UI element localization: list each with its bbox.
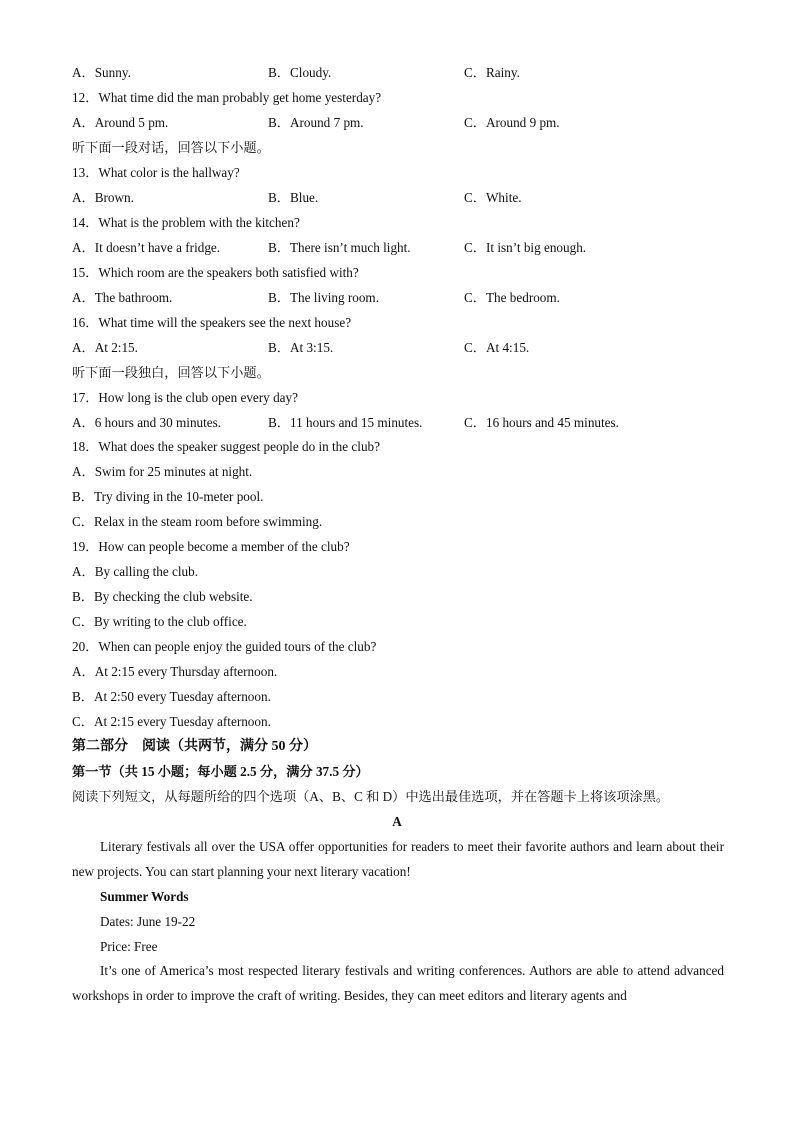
q20-option-b[interactable]: B．At 2:50 every Tuesday afternoon. — [72, 689, 271, 704]
passage-label: A — [392, 814, 402, 829]
q19-option-c[interactable]: C．By writing to the club office. — [72, 614, 247, 629]
dialogue-instruction: 听下面一段对话，回答以下小题。 — [72, 140, 270, 155]
q14-option-a[interactable]: A．It doesn’t have a fridge. — [72, 240, 221, 255]
q16-stem: 16．What time will the speakers see the next house? — [72, 315, 352, 330]
q15-option-b[interactable]: B．The living room. — [268, 290, 379, 305]
q17-option-c[interactable]: C．16 hours and 45 minutes. — [464, 415, 619, 430]
q17-option-a[interactable]: A．6 hours and 30 minutes. — [72, 415, 222, 430]
q13-option-c[interactable]: C．White. — [464, 190, 522, 205]
q18-stem: 18．What does the speaker suggest people do in the club? — [72, 439, 380, 454]
event-dates: Dates: June 19-22 — [100, 914, 196, 929]
q19-option-a[interactable]: A．By calling the club. — [72, 564, 198, 579]
q14-stem: 14．What is the problem with the kitchen? — [72, 215, 300, 230]
event-description-text: It’s one of America’s most respected literary festivals and writing conferences. Authors are able to attend advanced workshops in order to improve the craft of writing. Besides, they can meet editors and literary agents and — [72, 963, 724, 1003]
q11-option-c[interactable]: C．Rainy. — [464, 65, 520, 80]
q13-option-b[interactable]: B．Blue. — [268, 190, 319, 205]
intro-paragraph-text: Literary festivals all over the USA offer opportunities for readers to meet their favorite authors and learn about their new projects. You can start planning your next literary vacation! — [72, 839, 724, 879]
reading-instruction: 阅读下列短文，从每题所给的四个选项（A、B、C 和 D）中选出最佳选项，并在答题卡上将该项涂黑。 — [72, 789, 670, 804]
q11-option-b[interactable]: B．Cloudy. — [268, 65, 332, 80]
q12-option-c[interactable]: C．Around 9 pm. — [464, 115, 560, 130]
q15-stem: 15．Which room are the speakers both satisfied with? — [72, 265, 359, 280]
event-description — [72, 958, 724, 1008]
q12-option-a[interactable]: A．Around 5 pm. — [72, 115, 169, 130]
part2-heading: 第二部分 阅读（共两节，满分 50 分） — [72, 739, 317, 754]
q18-option-c[interactable]: C．Relax in the steam room before swimming. — [72, 514, 323, 529]
q18-option-a[interactable]: A．Swim for 25 minutes at night. — [72, 464, 253, 479]
q15-option-c[interactable]: C．The bedroom. — [464, 290, 560, 305]
q18-option-b[interactable]: B．Try diving in the 10-meter pool. — [72, 489, 264, 504]
q19-stem: 19．How can people become a member of the club? — [72, 539, 350, 554]
q12-option-b[interactable]: B．Around 7 pm. — [268, 115, 364, 130]
q19-option-b[interactable]: B．By checking the club website. — [72, 589, 253, 604]
q13-option-a[interactable]: A．Brown. — [72, 190, 134, 205]
event-price: Price: Free — [100, 939, 158, 954]
q13-stem: 13．What color is the hallway? — [72, 165, 240, 180]
q16-option-a[interactable]: A．At 2:15. — [72, 340, 138, 355]
q20-stem: 20．When can people enjoy the guided tours of the club? — [72, 639, 377, 654]
q11-option-a[interactable]: A．Sunny. — [72, 65, 131, 80]
section1-heading: 第一节（共 15 小题；每小题 2.5 分，满分 37.5 分） — [72, 764, 369, 779]
event-title: Summer Words — [100, 889, 189, 904]
q12-stem: 12．What time did the man probably get home yesterday? — [72, 90, 382, 105]
q17-option-b[interactable]: B．11 hours and 15 minutes. — [268, 415, 423, 430]
q14-option-b[interactable]: B．There isn’t much light. — [268, 240, 411, 255]
q20-option-a[interactable]: A．At 2:15 every Thursday afternoon. — [72, 664, 278, 679]
monologue-instruction: 听下面一段独白，回答以下小题。 — [72, 365, 270, 380]
q17-stem: 17．How long is the club open every day? — [72, 390, 298, 405]
q14-option-c[interactable]: C．It isn’t big enough. — [464, 240, 587, 255]
q20-option-c[interactable]: C．At 2:15 every Tuesday afternoon. — [72, 714, 271, 729]
q16-option-c[interactable]: C．At 4:15. — [464, 340, 530, 355]
q16-option-b[interactable]: B．At 3:15. — [268, 340, 334, 355]
q15-option-a[interactable]: A．The bathroom. — [72, 290, 173, 305]
intro-paragraph — [72, 834, 724, 884]
